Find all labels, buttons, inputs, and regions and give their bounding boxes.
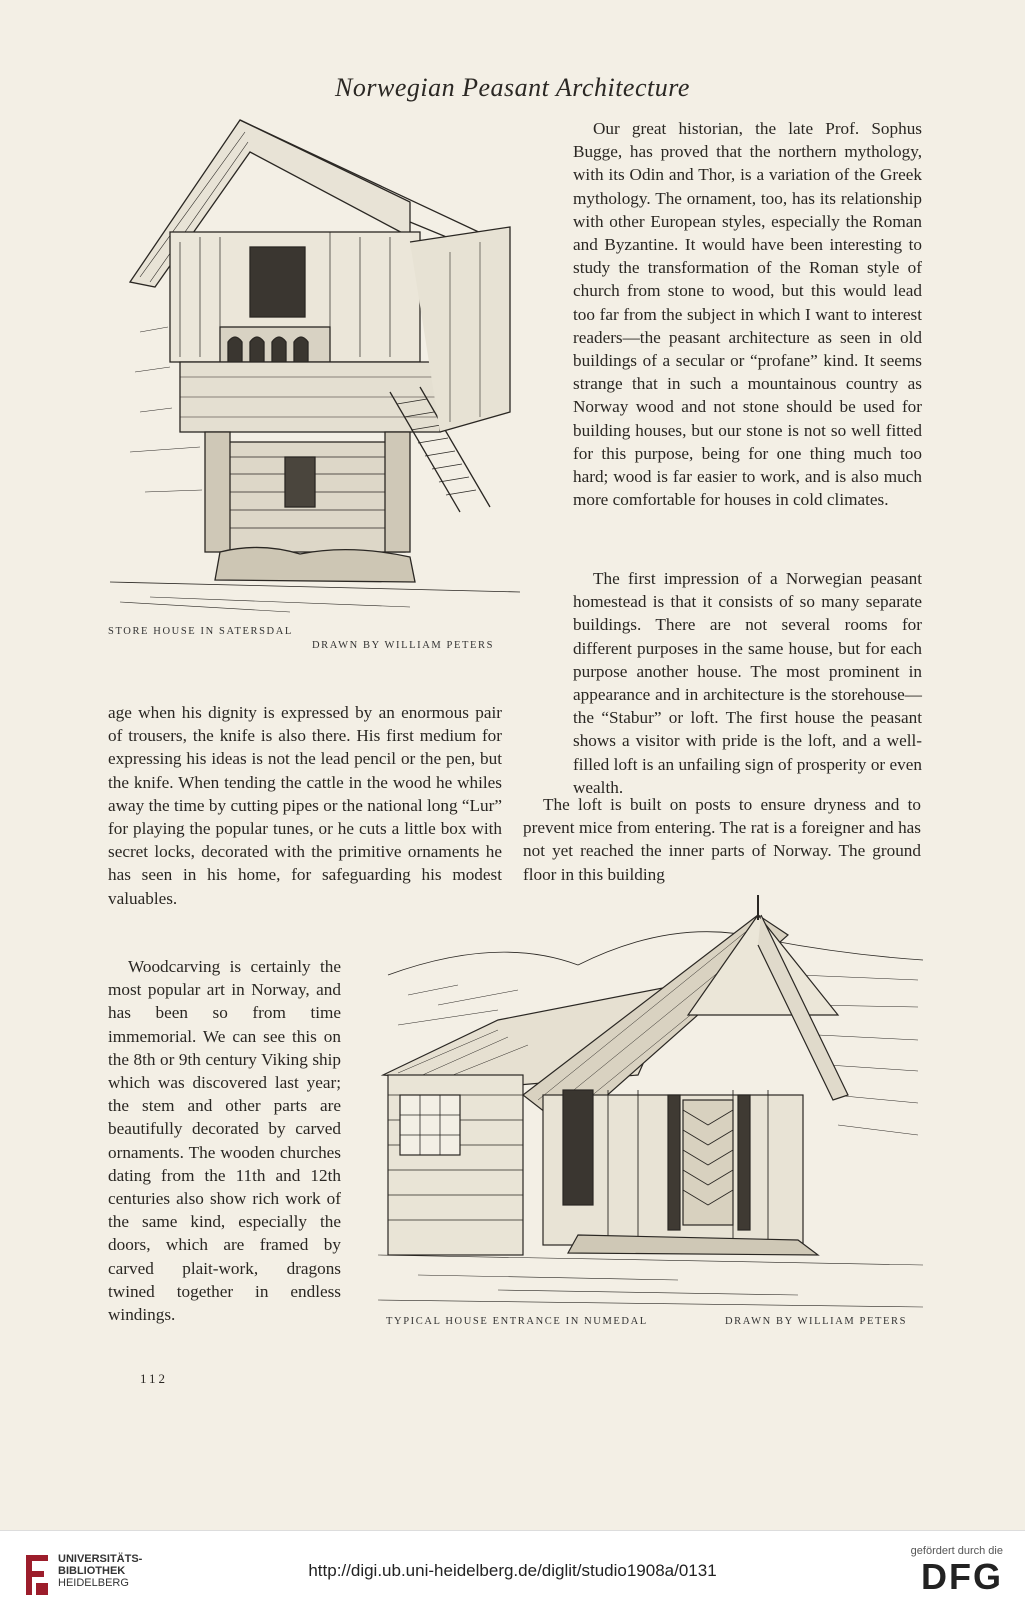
- house-entrance-illustration: [378, 895, 923, 1315]
- store-house-caption-credit: DRAWN BY WILLIAM PETERS: [312, 640, 495, 651]
- house-entrance-caption-credit: DRAWN BY WILLIAM PETERS: [725, 1316, 908, 1327]
- library-line: BIBLIOTHEK: [58, 1565, 126, 1577]
- paragraph: The first impression of a Norwegian peasant homestead is that it consists of so many separate buildings. There are not several rooms for different purposes in the same house, but for each purpose another house. The most prominent in appearance and in architecture is the storehouse—the “Stabur” or loft. The first house the peasant shows a visitor with pride is the loft, and a well-filled loft is an unfailing sign of prosperity or even wealth.: [573, 569, 922, 797]
- paragraph: The loft is built on posts to ensure dryness and to prevent mice from entering. The rat is a foreigner and has not yet reached the inner parts of Norway. The ground floor in this building: [523, 795, 921, 884]
- store-house-illustration: [110, 112, 520, 622]
- running-head: Norwegian Peasant Architecture: [335, 73, 690, 102]
- paragraph: Our great historian, the late Prof. Sophus Bugge, has proved that the northern mythology, with its Odin and Thor, is a variation of the Greek mythology. The ornament, too, has its relationship with other European styles, especially the Roman and Byzantine. It would have been interesting to study the transformation of the Roman style of church from stone to wood, but this would lead too far from the subject in which I want to interest readers—the peasant architecture as seen in old buildings of a secular or “profane” kind. It seems strange that in such a mountainous country as Norway wood and not stone should be used for building houses, but our stone is not so well fitted for this purpose, being for one thing much too hard; wood is far easier to work, and is also much more comfortable for houses in cold climates.: [573, 119, 922, 510]
- footer-bar: [0, 1530, 1025, 1618]
- sponsor-block: [911, 1545, 1003, 1597]
- left-column-narrow-text: [108, 955, 341, 1326]
- dfg-logo: DFG: [921, 1556, 1003, 1597]
- page-number: 112: [140, 1371, 169, 1386]
- house-entrance-caption-title: TYPICAL HOUSE ENTRANCE IN NUMEDAL: [386, 1316, 648, 1327]
- paragraph: age when his dignity is expressed by an enormous pair of trousers, the knife is also there. His first medium for expressing his ideas is not the lead pencil or the pen, but the knife. When tending the cattle in the wood he whiles away the time by cutting pipes or the national long “Lur” for playing the popular tunes, or he cuts a little box with secret locks, decorated with the primitive ornaments he has seen in his home, for safeguarding his modest valuables.: [108, 703, 502, 908]
- library-line: UNIVERSITÄTS-: [58, 1553, 143, 1565]
- store-house-caption-title: STORE HOUSE IN SATERSDAL: [108, 626, 293, 637]
- right-column-text-continued: [573, 567, 922, 799]
- right-column-text: [573, 117, 922, 511]
- right-lower-text: [523, 793, 921, 886]
- permalink-url[interactable]: http://digi.ub.uni-heidelberg.de/diglit/studio1908a/0131: [308, 1561, 717, 1580]
- left-column-text: [108, 701, 502, 910]
- library-line: HEIDELBERG: [58, 1577, 129, 1589]
- sponsor-label: gefördert durch die: [910, 1545, 1003, 1557]
- paragraph: Woodcarving is certainly the most popular art in Norway, and has been so from time immemorial. We can see this on the 8th or 9th century Viking ship which was discovered last year; the stem and other parts are beautifully decorated by carved ornaments. The wooden churches dating from the 11th and 12th centuries also show rich work of the same kind, especially the doors, which are framed by carved plait-work, dragons twined together in endless windings.: [108, 957, 341, 1325]
